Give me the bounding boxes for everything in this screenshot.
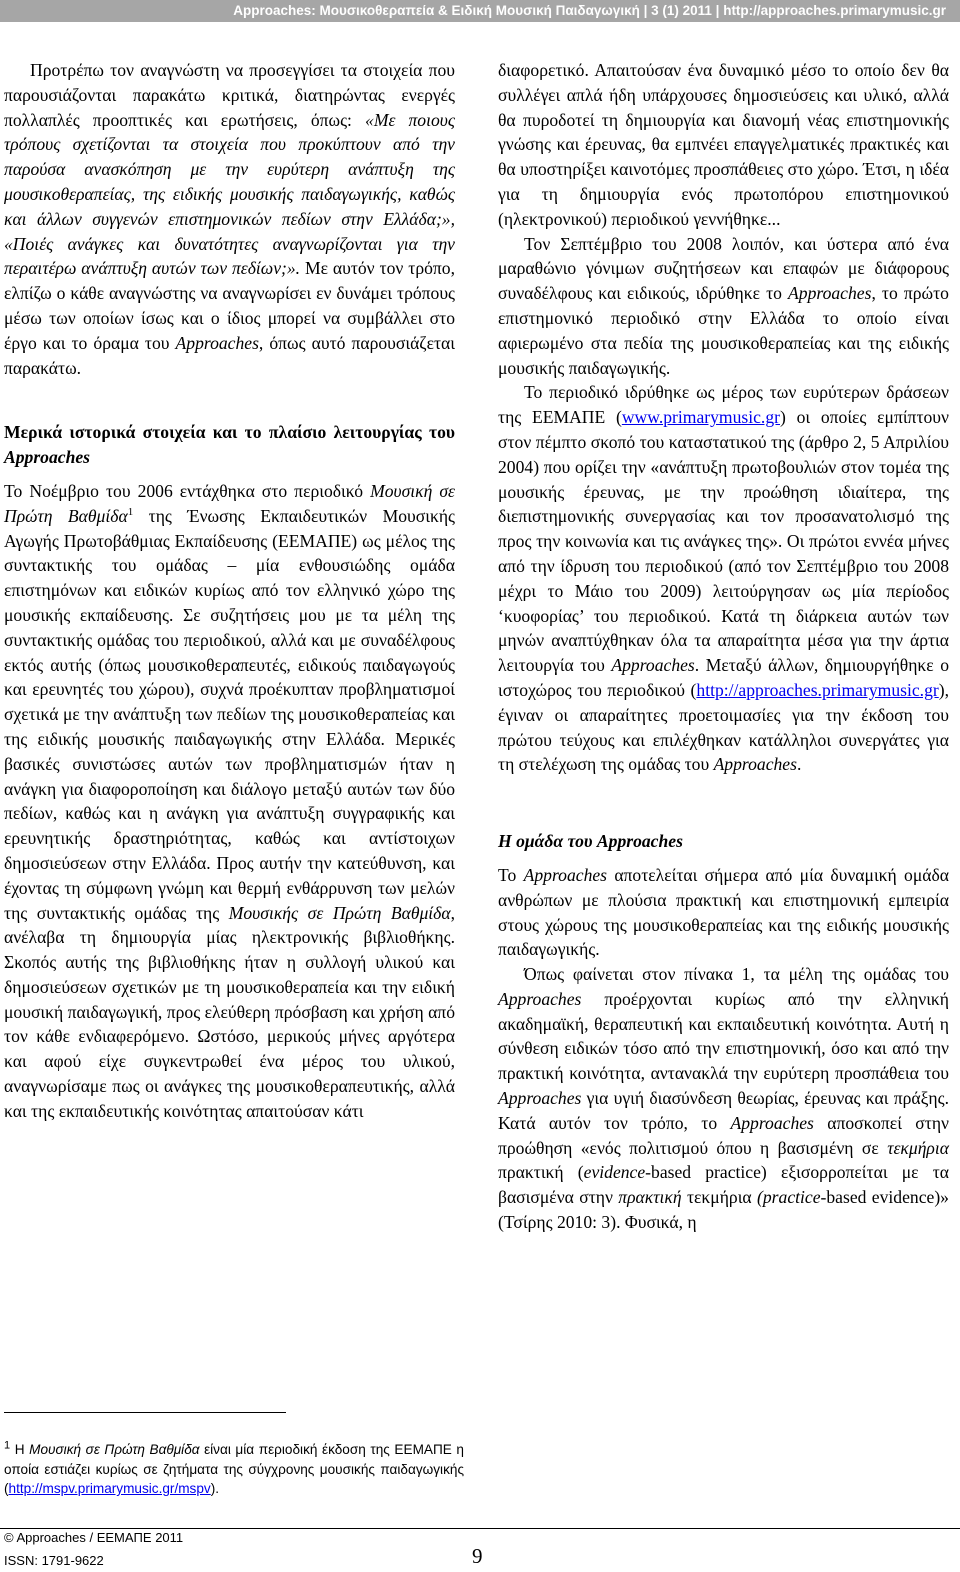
left-column xyxy=(4,58,455,1124)
section-heading-team: Η ομάδα του Approaches xyxy=(498,831,683,852)
issn-text: ISSN: 1791-9622 xyxy=(4,1553,104,1568)
copyright-text: © Approaches / ΕΕΜΑΠΕ 2011 xyxy=(4,1530,184,1545)
section-heading-history: Μερικά ιστορικά στοιχεία και το πλαίσιο λειτουργίας του Approaches xyxy=(4,422,455,468)
intro-paragraph: Προτρέπω τον αναγνώστη να προσεγγίσει τα στοιχεία που παρουσιάζονται παρακάτω κριτικά, διατηρώντας ενεργές πολλαπλές προοπτικές και ερωτήσεις, όπως: «Με ποιους τρόπους σχετίζονται τα στοιχεία που προκύπτουν από την παρούσα ανασκόπηση με την ευρύτερη ανάπτυξη της μουσικοθεραπείας, της ειδικής μουσικής παιδαγωγικής, καθώς και άλλων συγγενών επιστημονικών πεδίων στην Ελλάδα;», «Ποιές ανάγκες και δυνατότητες αναγνωρίζονται για την περαιτέρω ανάπτυξη αυτών των πεδίων;». Με αυτόν τον τρόπο, ελπίζω ο κάθε αναγνώστης να αναγνωρίσει εν δυνάμει τρόπους μέσω των οποίων ίσως και ο ίδιος μπορεί να συμβάλλει στο έργο και το όραμα του Approaches, όπως αυτό παρουσιάζεται παρακάτω. xyxy=(4,60,455,378)
eemape-paragraph: Το περιοδικό ιδρύθηκε ως μέρος των ευρύτερων δράσεων της ΕΕΜΑΠΕ (www.primarymusic.gr) οι οποίες εμπίπτουν στον πέμπτο σκοπό του καταστατικού της (άρθρο 2, 5 Απριλίου 2004) που ορίζει την «ανάπτυξη πρωτοβουλιών στον τομέα της μουσικής έρευνας, με την προώθηση ιδιαίτερα, της διεπιστημονικής συνεργασίας και τον προσανατολισμό της προς την κοινωνία και τις ανάγκες της». Οι πρώτοι εννέα μήνες από την ίδρυση του περιοδικού (από τον Σεπτέμβριο του 2008 μέχρι το Μάιο του 2009) λειτούργησαν ως μία περίοδος ‘κυοφορίας’ του περιοδικού. Κατά τη διάρκεια αυτών των μηνών αναπτύχθηκαν όλα τα απαραίτητα μέσα για την άρτια λειτουργία του Approaches. Μεταξύ άλλων, δημιουργήθηκε ο ιστοχώρος του περιοδικού (http://approaches.primarymusic.gr), έγιναν οι απαραίτητες προετοιμασίες για την έκδοση του πρώτου τεύχους και επιλέχθηκαν κατάλληλοι συνεργάτες για τη στελέχωση της ομάδας του Approaches. xyxy=(498,382,949,775)
primarymusic-link[interactable]: www.primarymusic.gr xyxy=(621,407,780,428)
footnote-marker: 1 xyxy=(127,505,134,518)
approaches-site-link[interactable]: http://approaches.primarymusic.gr xyxy=(696,679,939,700)
journal-header-bar xyxy=(0,0,960,22)
history-paragraph: Το Νοέμβριο του 2006 εντάχθηκα στο περιοδικό Μουσική σε Πρώτη Βαθμίδα$^1$ της Ένωσης Εκπαιδευτικών Μουσικής Αγωγής Πρωτοβάθμιας Εκπαίδευσης (ΕΕΜΑΠΕ) ως μέλος της συντακτικής του ομάδας – μία ενθουσιώδης ομάδα επιστημόνων και ειδικών κυρίως από τον ελληνικό χώρο της μουσικής εκπαίδευσης. Σε συζητήσεις μου με τα μέλη της συντακτικής ομάδας του περιοδικού, αλλά και με συναδέλφους εκτός αυτής (όπως μουσικοθεραπευτές, ειδικούς παιδαγωγούς και ερευνητές του χώρου), συχνά προέκυπταν προβληματισμοί σχετικά με την ανάπτυξη των πεδίων της μουσικοθεραπείας και της ειδικής μουσικής παιδαγωγικής στην Ελλάδα. Μερικές βασικές συνιστώσες αυτών των προβληματισμών ήταν η ανάγκη για διαφοροποίηση και διάλογο μεταξύ αυτών των δύο πεδίων, καθώς και η ανάγκη για ανάπτυξη συγγραφικής και ερευνητικής δραστηριότητας, καθώς και αντίστοιχων δημοσιεύσεων στην Ελλάδα. Προς αυτήν την κατεύθυνση, και έχοντας τη σύμφωνη γνώμη και θερμή ενθάρρυνση των μελών της συντακτικής ομάδας της Μουσικής σε Πρώτη Βαθμίδα, ανέλαβα τη δημιουργία μίας ηλεκτρονικής βιβλιοθήκης. Σκοπός αυτής της βιβλιοθήκης ήταν η συλλογή υλικού και δημοσιεύσεων σχετικών με τη μουσικοθεραπεία και την ειδική μουσική παιδαγωγική, προς ελεύθερη πρόσβαση και χρήση από τον κάθε ενδιαφερόμενο. Ωστόσο, μερικούς μήνες αργότερα και αφού είχε συγκεντρωθεί ένα μέρος του υλικού, αναγνωρίσαμε πως οι ανάγκες της μουσικοθεραπευτικής, αλλά και της εκπαιδευτικής κοινότητας απαιτούσαν κάτι xyxy=(4,480,456,1121)
footer-separator xyxy=(0,1528,960,1529)
footnote-separator xyxy=(4,1412,286,1413)
founding-paragraph: Τον Σεπτέμβριο του 2008 λοιπόν, και ύστερα από ένα μαραθώνιο γόνιμων συζητήσεων και επαφών με διάφορους συναδέλφους και ειδικούς, ιδρύθηκε το Approaches, το πρώτο επιστημονικό περιοδικό στην Ελλάδα το οποίο είναι αφιερωμένο στα πεδία της μουσικοθεραπείας και της ειδικής μουσικής παιδαγωγικής. xyxy=(498,233,949,378)
right-column xyxy=(498,58,949,1235)
mspv-link[interactable]: http://mspv.primarymusic.gr/mspv xyxy=(8,1481,211,1497)
footnote: $^1$ Η Μουσική σε Πρώτη Βαθμίδα είναι μία περιοδική έκδοση της ΕΕΜΑΠΕ η οποία εστιάζει κυρίως σε ζητήματα της σύγχρονης μουσικής παιδαγωγικής (http://mspv.primarymusic.gr/mspv). xyxy=(4,1439,464,1497)
page-number: 9 xyxy=(472,1544,483,1568)
continuation-paragraph: διαφορετικό. Απαιτούσαν ένα δυναμικό μέσο το οποίο δεν θα συλλέγει απλά ήδη υπάρχουσες δημοσιεύσεις και υλικό, αλλά θα πυροδοτεί τη δημιουργία και διανομή νέας επιστημονικής γνώσης και έρευνας, θα εμπνέει επαγγελματικές πρακτικές και θα υποστηρίξει καινοτόμες προσπάθειες στο χώρο. Έτσι, η ιδέα για τη δημιουργία ενός πρωτοπόρου επιστημονικού (ηλεκτρονικού) περιοδικού γεννήθηκε... xyxy=(498,60,949,229)
journal-header-text: Approaches: Μουσικοθεραπεία & Ειδική Μουσική Παιδαγωγική | 3 (1) 2011 | http://approaches.primarymusic.gr xyxy=(233,3,946,18)
team-paragraph: Το Approaches αποτελείται σήμερα από μία δυναμική ομάδα ανθρώπων με πλούσια πρακτική και επιστημονική εμπειρία στους χώρους της μουσικοθεραπείας και της ειδικής μουσικής παιδαγωγικής. xyxy=(498,864,949,960)
composition-paragraph: Όπως φαίνεται στον πίνακα 1, τα μέλη της ομάδας του Approaches προέρχονται κυρίως από την ελληνική ακαδημαϊκή, θεραπευτική και εκπαιδευτική κοινότητα. Αυτή η σύνθεση ειδικών τόσο από την επιστημονική, όσο και από την πρακτική κοινότητα, αντανακλά την ευρύτερη προσπάθεια του Approaches για υγιή διασύνδεση θεωρίας, έρευνας και πράξης. Κατά αυτόν τον τρόπο, το Approaches αποσκοπεί στην προώθηση «ενός πολιτισμού όπου η βασισμένη σε τεκμήρια πρακτική (evidence-based practice) εξισορροπείται με τα βασισμένα στην πρακτική τεκμήρια (practice-based evidence)» (Τσίρης 2010: 3). Φυσικά, η xyxy=(498,964,949,1233)
